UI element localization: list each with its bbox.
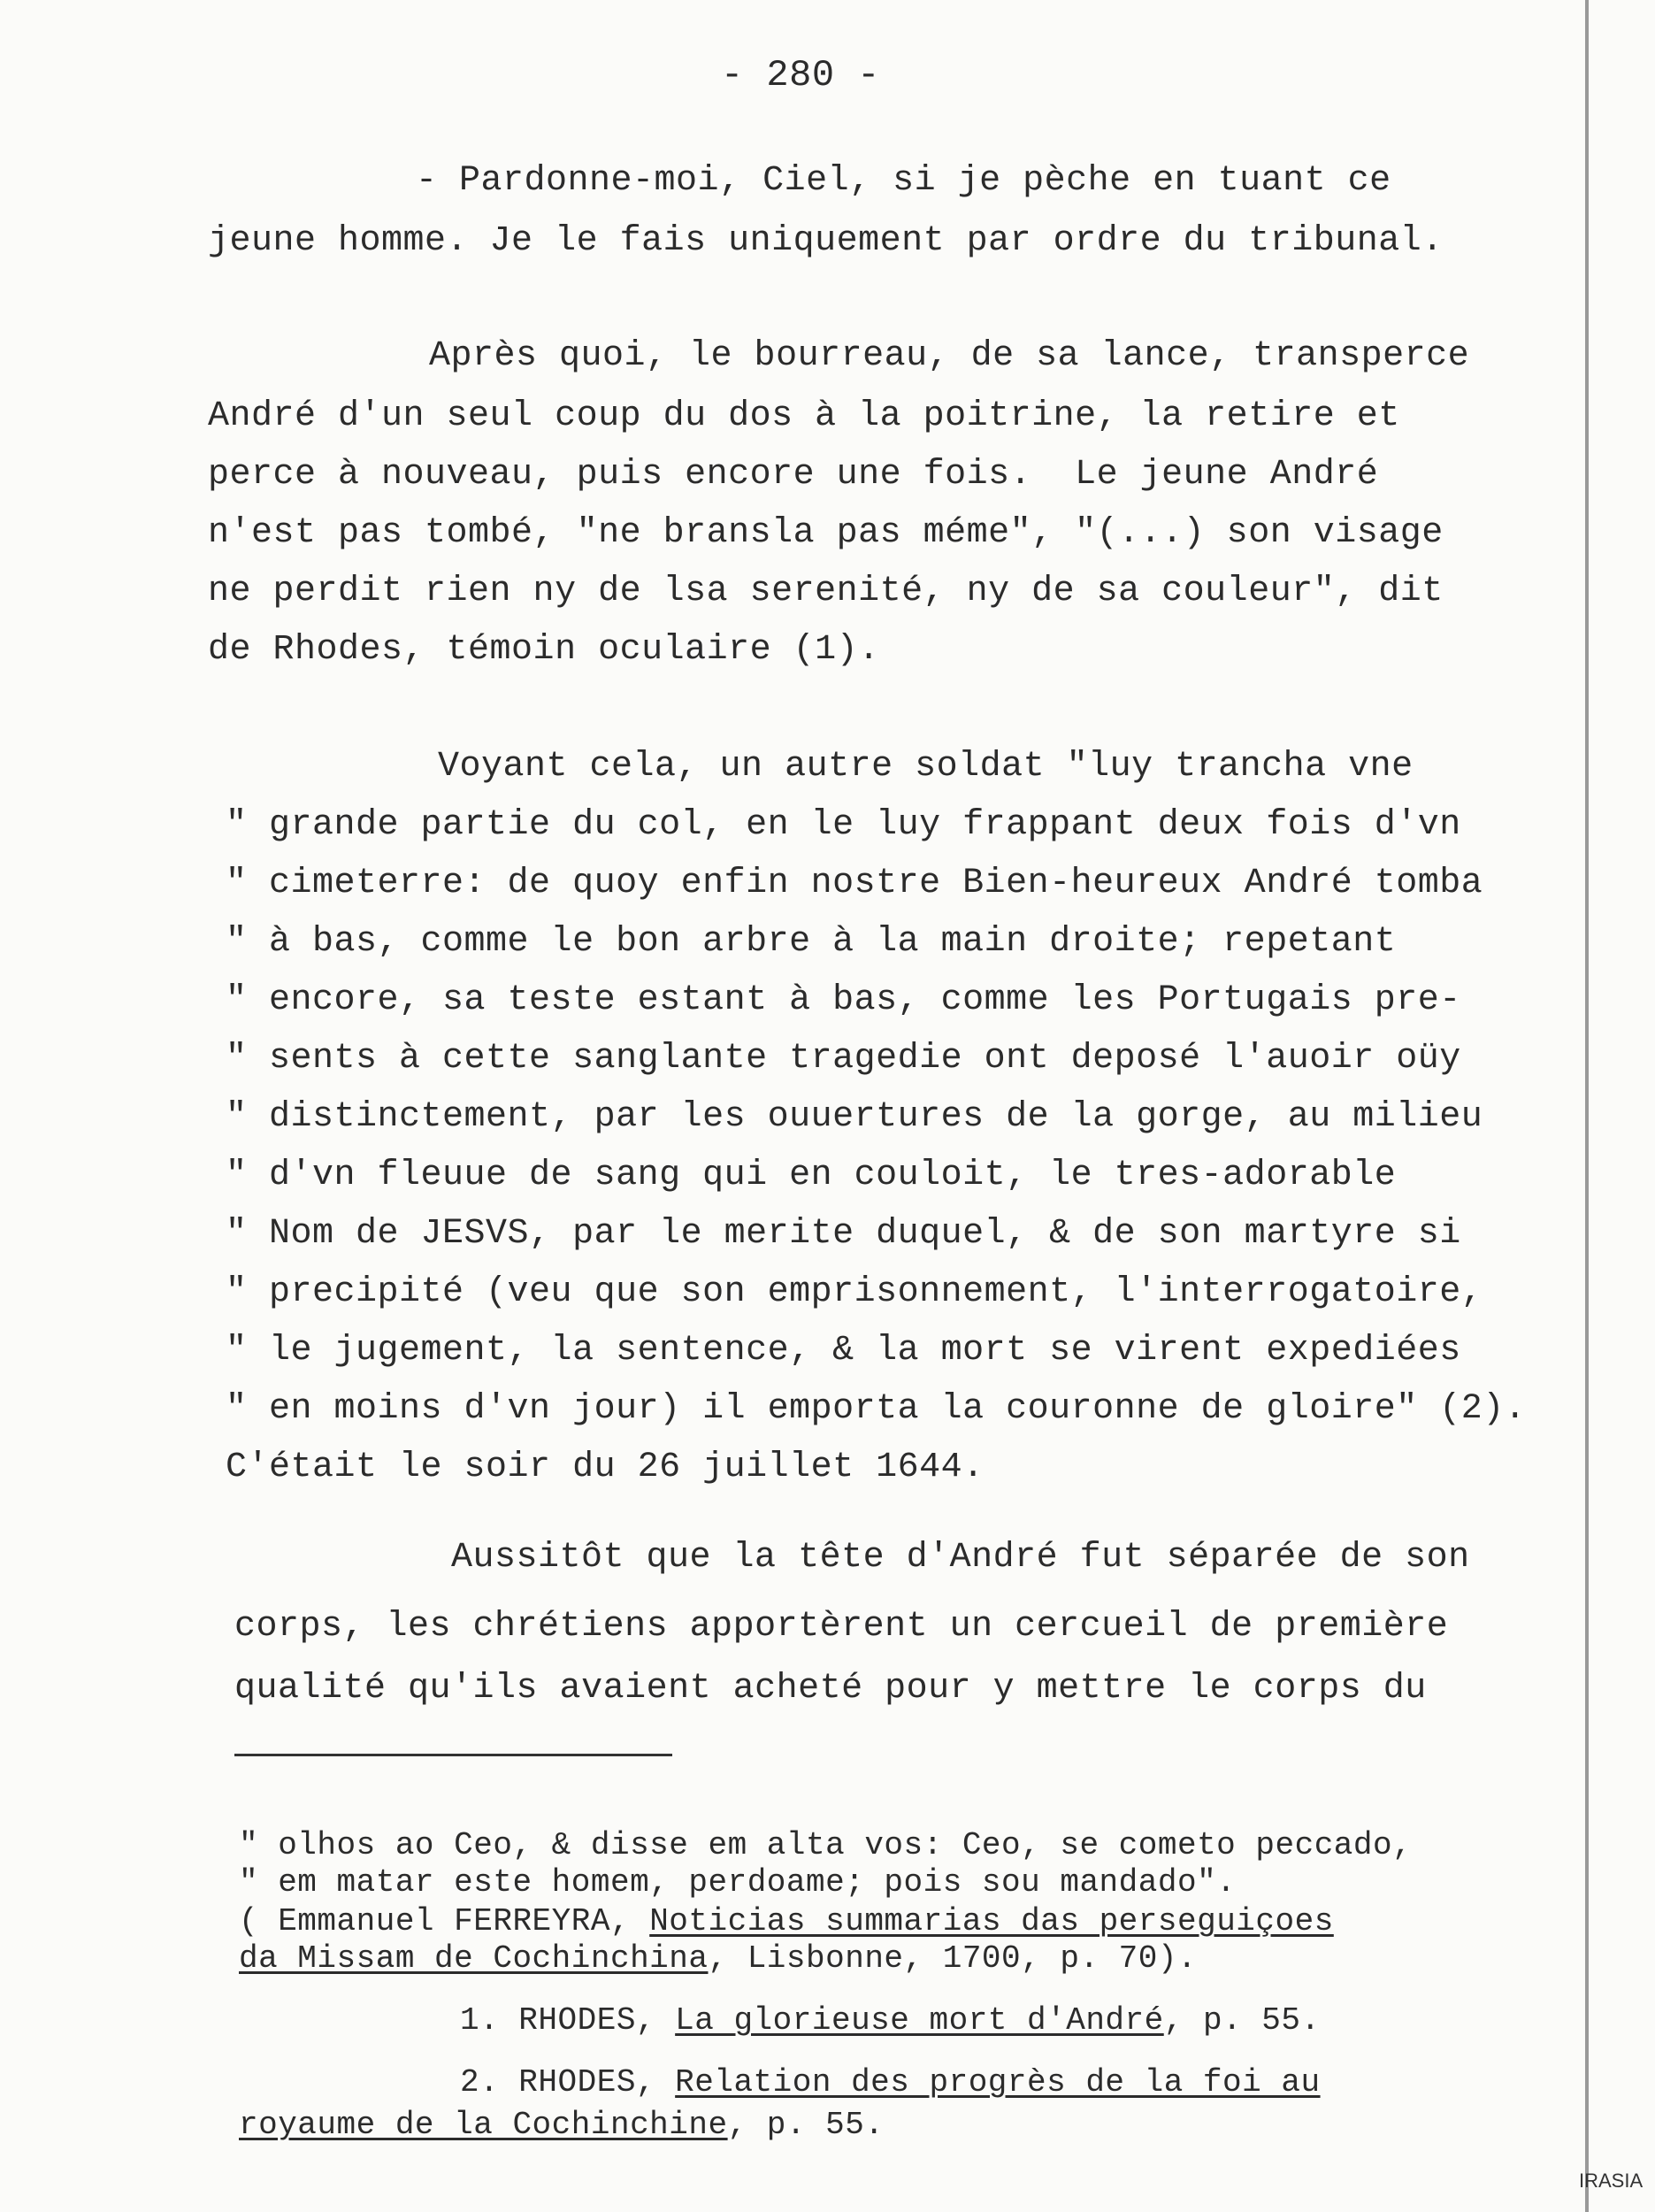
watermark: IRASIA [1579,2170,1644,2192]
quote-line: " à bas, comme le bon arbre à la main droite; repetant [226,922,1397,962]
footnote-2-number: 2. RHODES, [460,2064,676,2101]
body-line: - Pardonne-moi, Ciel, si je pèche en tuant ce [416,161,1391,201]
footnote-source-prefix: ( Emmanuel FERREYRA, [239,1903,650,1939]
footnote-quote-line: " olhos ao Ceo, & disse em alta vos: Ceo, se cometo peccado, [239,1827,1413,1863]
scan-edge [1585,0,1589,2212]
quote-line: " grande partie du col, en le luy frappant deux fois d'vn [226,805,1461,845]
quote-line: " le jugement, la sentence, & la mort se virent expediées [226,1331,1461,1371]
quote-line: " Nom de JESVS, par le merite duquel, & de son martyre si [226,1214,1461,1254]
quote-line: " precipité (veu que son emprisonnement, l'interrogatoire, [226,1272,1483,1312]
quote-line: " sents à cette sanglante tragedie ont deposé l'auoir oüy [226,1039,1461,1079]
footnote-2-continued [239,2108,884,2143]
body-line: Après quoi, le bourreau, de sa lance, transperce [429,336,1470,376]
body-line: de Rhodes, témoin oculaire (1). [208,630,880,670]
footnote-2-suffix: , p. 55. [727,2107,885,2143]
quote-line: " distinctement, par les ouuertures de la gorge, au milieu [226,1097,1483,1137]
footnote-source [239,1941,1197,1977]
quote-line: " d'vn fleuue de sang qui en couloit, le tres-adorable [226,1156,1397,1195]
footnote-source-title: da Missam de Cochinchina [239,1940,709,1977]
footnote-1-number: 1. RHODES, [460,2002,676,2039]
footnote-source [239,1904,1334,1939]
body-line: qualité qu'ils avaient acheté pour y mettre le corps du [234,1669,1427,1709]
footnote-2-title: royaume de la Cochinchine [239,2107,728,2143]
body-line: ne perdit rien ny de lsa serenité, ny de sa couleur", dit [208,572,1444,611]
quote-line: " encore, sa teste estant à bas, comme les Portugais pre- [226,980,1461,1020]
body-line: corps, les chrétiens apportèrent un cercueil de première [234,1607,1449,1647]
quote-line: " en moins d'vn jour) il emporta la couronne de gloire" (2). [226,1389,1527,1429]
quote-line: " cimeterre: de quoy enfin nostre Bien-heureux André tomba [226,864,1483,903]
footnote-2 [460,2065,1321,2101]
body-line: jeune homme. Je le fais uniquement par ordre du tribunal. [208,221,1444,261]
footnote-source-title: Noticias summarias das perseguiçoes [649,1903,1334,1939]
body-line: perce à nouveau, puis encore une fois. Le jeune André [208,455,1379,495]
body-line: Aussitôt que la tête d'André fut séparée de son [451,1538,1470,1578]
page-number: - 280 - [721,54,880,96]
footnote-1 [460,2003,1321,2039]
body-line: André d'un seul coup du dos à la poitrine, la retire et [208,396,1400,436]
footnote-source-suffix: , Lisbonne, 1700, p. 70). [708,1940,1198,1977]
footnote-1-suffix: , p. 55. [1163,2002,1321,2039]
footnote-1-title: La glorieuse mort d'André [675,2002,1164,2039]
footnote-2-title: Relation des progrès de la foi au [675,2064,1321,2101]
body-line: C'était le soir du 26 juillet 1644. [226,1448,985,1487]
body-line: n'est pas tombé, "ne bransla pas méme", "(...) son visage [208,513,1444,553]
body-line: Voyant cela, un autre soldat "luy trancha vne [438,747,1414,787]
footnote-separator [234,1754,672,1756]
footnote-quote-line: " em matar este homem, perdoame; pois sou mandado". [239,1864,1237,1901]
